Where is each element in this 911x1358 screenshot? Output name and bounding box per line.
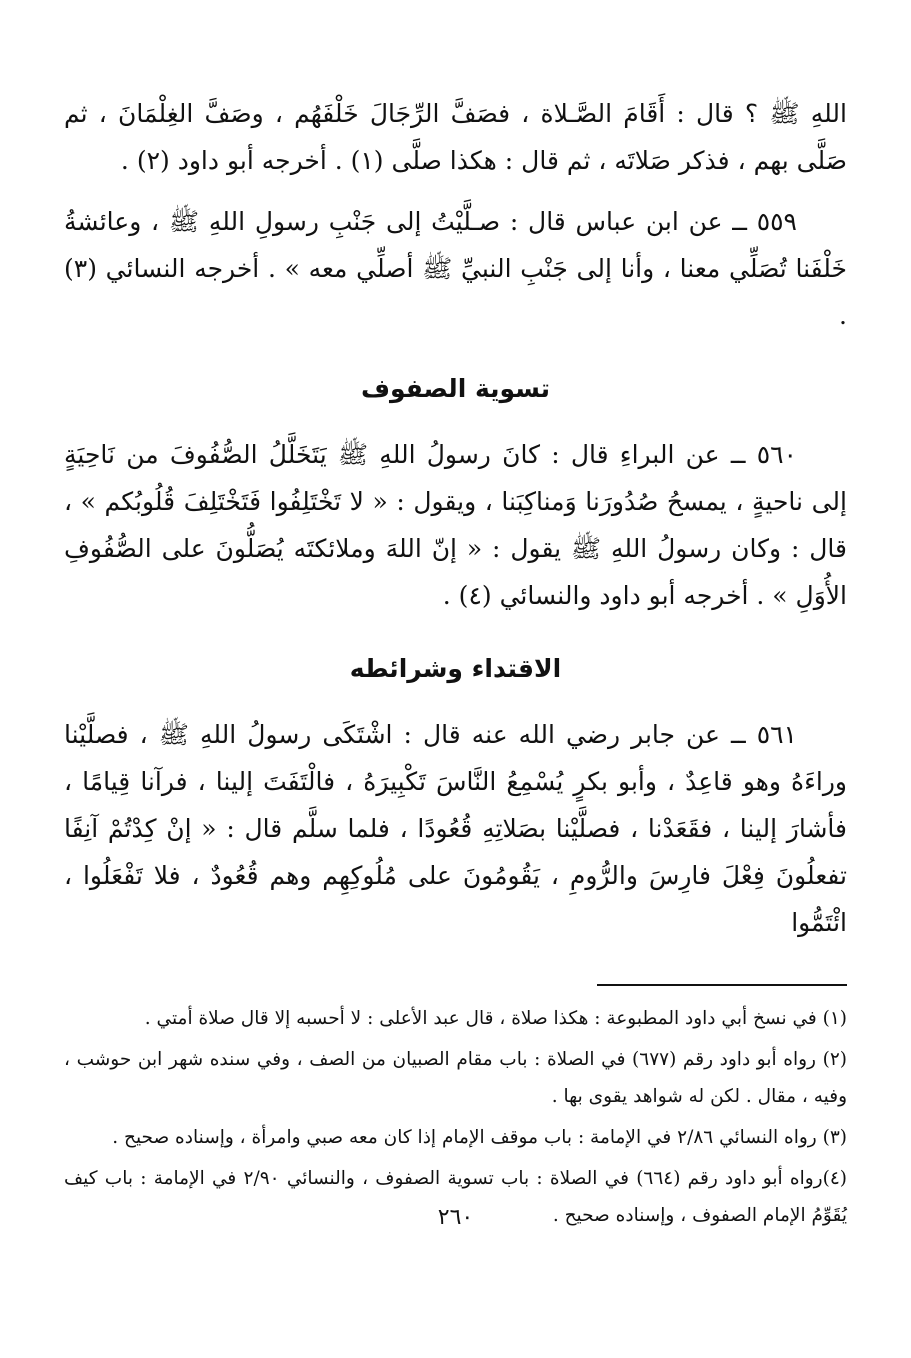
footnote-3: (٣) رواه النسائي ٢/٨٦ في الإمامة : باب موقف الإمام إذا كان معه صبي وامرأة ، وإسناده صحيح . — [112, 1127, 847, 1148]
page-number: ٢٦٠ — [437, 1205, 474, 1230]
footnote-4: (٤)رواه أبو داود رقم (٦٦٤) في الصلاة : باب تسوية الصفوف ، والنسائي ٢/٩٠ في الإمامة : باب كيف يُقَوِّمُ الإمام الصفوف ، وإسناده صحيح . — [64, 1168, 847, 1226]
paragraph-560: ٥٦٠ ــ عن البراءِ قال : كانَ رسولُ اللهِ ﷺ يَتَخَلَّلُ الصُّفُوفَ من نَاحِيَةٍ إلى ناحيةٍ ، يمسحُ صُدُورَنا وَمناكِبَنا ، ويقول : « لا تَخْتَلِفُوا فَتَخْتَلِفَ قُلُوبُكم » ، قال : وكان رسولُ اللهِ ﷺ يقول : « إنّ اللهَ وملائكتَه يُصَلُّونَ على الصُّفُوفِ الأُوَلِ » . أخرجه أبو داود والنسائي (٤) . — [64, 440, 847, 610]
footnote-1: (١) في نسخ أبي داود المطبوعة : هكذا صلاة ، قال عبد الأعلى : لا أحسبه إلا قال صلاة أمتي . — [144, 1008, 847, 1029]
paragraph-continued: اللهِ ﷺ ؟ قال : أَقَامَ الصَّـلاة ، فصَفَّ الرِّجَالَ خَلْفَهُم ، وصَفَّ الغِلْمَانَ ، ثم صَلَّى بهم ، فذكر صَلاتَه ، ثم قال : هكذا صلَّى (١) . أخرجه أبو داود (٢) . — [64, 99, 847, 175]
paragraph-559: ٥٥٩ ــ عن ابن عباس قال : صـلَّيْتُ إلى جَنْبِ رسولِ اللهِ ﷺ ، وعائشةُ خَلْفَنا تُصَلِّي معنا ، وأنا إلى جَنْبِ النبيِّ ﷺ أصلِّي معه » . أخرجه النسائي (٣) . — [64, 207, 847, 330]
footnote-divider — [597, 984, 847, 986]
footnote-2: (٢) رواه أبو داود رقم (٦٧٧) في الصلاة : باب مقام الصبيان من الصف ، وفي سنده شهر ابن حوشب ، وفيه ، مقال . لكن له شواهد يقوى بها . — [64, 1049, 847, 1107]
section-heading-following: الاقتداء وشرائطه — [349, 654, 562, 683]
section-heading-rows: تسوية الصفوف — [360, 374, 551, 403]
paragraph-561: ٥٦١ ــ عن جابر رضي الله عنه قال : اشْتَكَى رسولُ اللهِ ﷺ ، فصلَّيْنا وراءَهُ وهو قاعِدٌ ، وأبو بكرٍ يُسْمِعُ النَّاسَ تَكْبِيرَهُ ، فالْتَفَتَ إلينا ، فرآنا قِيامًا ، فأشارَ إلينا ، فقَعَدْنا ، فصلَّيْنا بصَلاتِهِ قُعُودًا ، فلما سلَّم قال : « إنْ كِدْتُمْ آنِفًا تفعلُونَ فِعْلَ فارِسَ والرُّومِ ، يَقُومُونَ على مُلُوكِهِم وهم قُعُودٌ ، فلا تَفْعَلُوا ، ائْتَمُّوا — [64, 720, 847, 937]
